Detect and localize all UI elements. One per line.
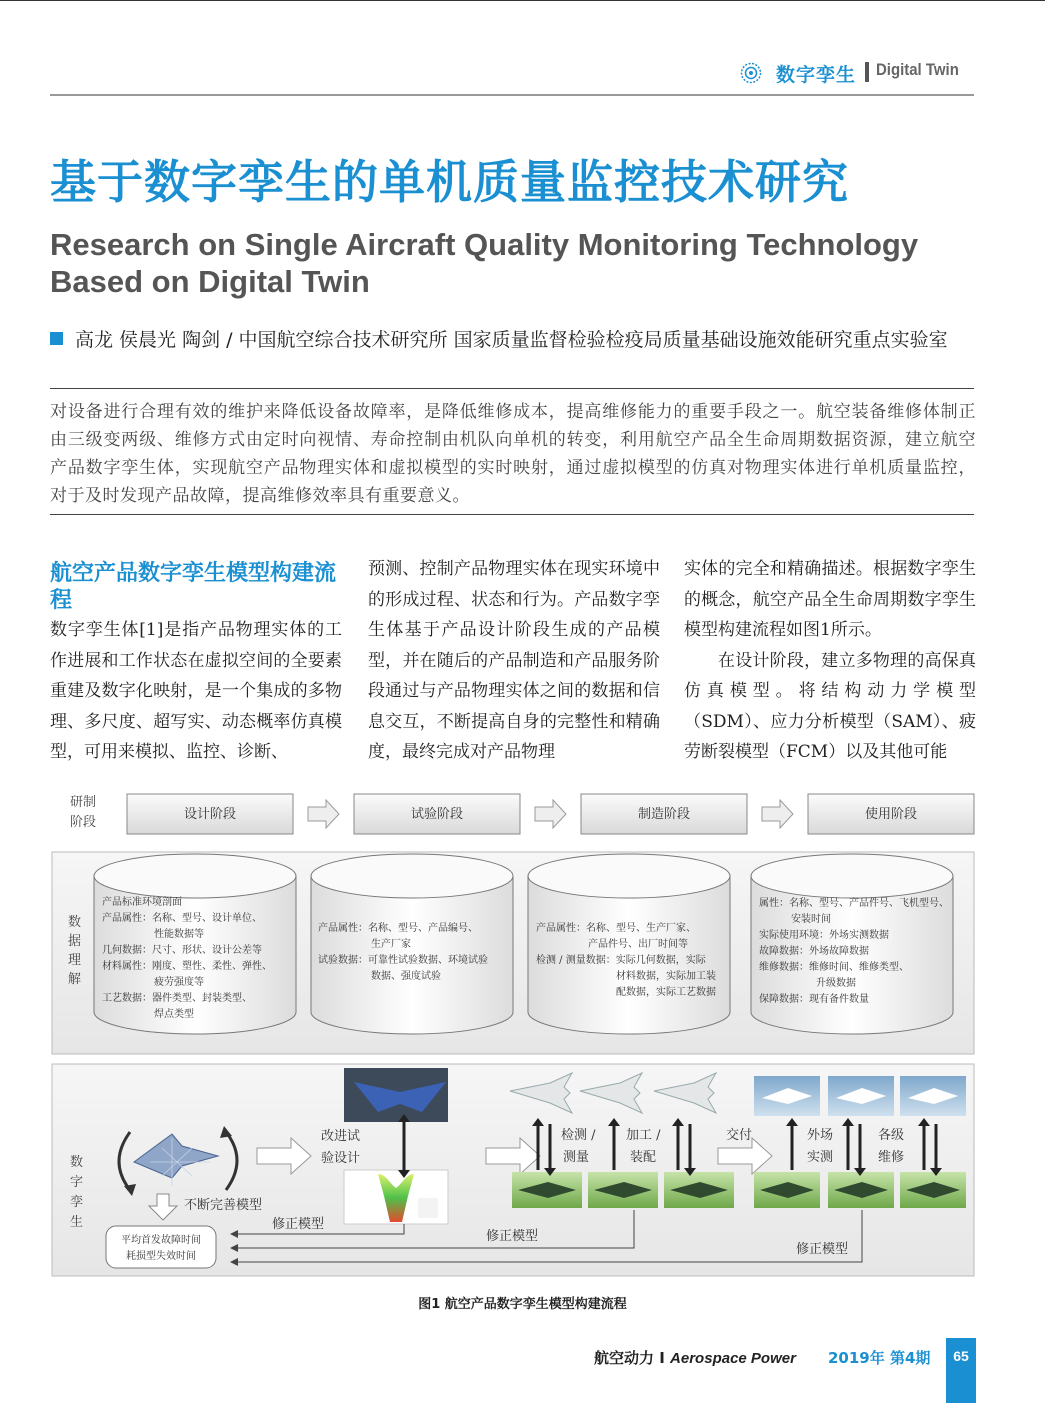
wearout-label: 耗损型失效时间 [126,1251,196,1262]
correct-model-label-2: 修正模型 [486,1229,539,1244]
footer-issue: 2019年 第4期 [828,1349,931,1367]
virtual-aircraft-row-use [754,1172,966,1208]
correct-model-label-1: 修正模型 [272,1217,325,1232]
db-text: 几何数据：尺寸、形状、设计公差等 [102,945,262,956]
db-text: 材料数据，实际加工装 [616,971,716,982]
db-text: 材料属性：刚度、塑性、柔性、弹性、 [102,961,272,972]
body-column-3 [684,554,976,768]
db-text: 试验数据：可靠性试验数据、环境试验 [318,955,488,966]
page-number: 65 [946,1338,976,1403]
row2-label-char2: 据 [68,934,82,949]
figure-caption: 图1 航空产品数字孪生模型构建流程 [418,1297,627,1312]
db-text: 配数据，实际工艺数据 [616,987,716,998]
stage-box-test [354,794,520,834]
db-text: 生产厂家 [371,939,411,950]
db-text: 保障数据：现有备件数量 [759,994,869,1005]
article-title-cn: 基于数字孪生的单机质量监控技术研究 [50,155,849,209]
database-cylinder-test [311,854,513,1034]
row3-label-char1: 数 [70,1155,84,1170]
inspect-label: 测量 [563,1150,590,1165]
body-column-2: 预测、控制产品物理实体在现实环境中的形成过程、状态和行为。产品数字孪生体基于产品设计阶段生成的产品模型，并在随后的产品制造和产品服务阶段通过与产品物理实体之间的数据和信息交互，不断提高自身的完整性和精确度，最终完成对产品物理 [368,559,660,762]
color-legend-icon [418,1198,438,1218]
stage-arrow-icon [535,800,566,828]
stage-label-test: 试验阶段 [410,807,464,822]
row2-label-char4: 解 [68,972,82,987]
db-text: 安装时间 [791,914,831,925]
flight-photo-row [754,1076,966,1116]
header-rule [50,94,974,96]
upgrade-label: 维修 [878,1150,905,1165]
db-text: 实际使用环境：外场实测数据 [759,930,889,941]
field-label: 外场 [807,1128,834,1143]
stage-box-use [808,794,974,834]
article-title-en: Research on Single Aircraft Quality Monitoring Technology Based on Digital Twin [50,227,919,299]
stage-box-manufacture [581,794,747,834]
header-divider [865,62,869,82]
section-heading: 航空产品数字孪生模型构建流程 [50,561,337,613]
db-text: 产品属性：名称、型号、生产厂家、 [536,923,696,934]
abstract-bottom-rule [50,514,974,515]
process-label: 装配 [630,1150,657,1165]
improve-test-label: 验设计 [321,1151,361,1166]
row2-label-char3: 理 [68,953,82,968]
digital-twin-logo-icon [740,62,762,84]
database-cylinder-manufacture [528,854,730,1034]
inspect-label: 检测 / [561,1128,596,1143]
abstract-top-rule [50,388,974,389]
db-text: 产品件号、出厂时间等 [588,939,688,950]
row1-label-line2: 阶段 [70,815,97,830]
process-label: 加工 / [626,1128,661,1143]
virtual-aircraft-row [512,1172,734,1208]
row1-label-line1: 研制 [70,795,97,810]
row3-label-char3: 孪 [70,1195,84,1210]
db-text: 产品属性：名称、型号、产品编号、 [318,923,478,934]
deliver-label: 交付 [726,1128,753,1143]
authors-line [50,325,948,352]
improve-test-label: 改进试 [321,1129,361,1144]
stage-arrow-icon [762,800,793,828]
footer-journal-cn: 航空动力 [594,1349,655,1367]
abstract: 对设备进行合理有效的维护来降低设备故障率，是降低维修成本，提高维修能力的重要手段之一。航空装备维修体制正由三级变两级、维修方式由定时向视情、寿命控制由机队向单机的转变，利用航空产品全生命周期数据资源，建立航空产品数字孪生体，实现航空产品物理实体和虚拟模型的实时映射，通过虚拟模型的仿真对物理实体进行单机质量监控，对于及时发现产品故障，提高维修效率具有重要意义。 [50,402,976,506]
bullet-square-icon [50,332,63,345]
row2-label-char1: 数 [68,915,82,930]
db-text: 维修数据：维修时间、维修类型、 [759,962,909,973]
db-text: 疲劳强度等 [154,977,204,988]
footer-journal-en: Aerospace Power [670,1350,796,1367]
stage-label-design: 设计阶段 [183,807,237,822]
stage-box-design [127,794,293,834]
mtbf-label: 平均首发故障时间 [121,1235,201,1246]
database-cylinder-use [751,854,953,1034]
body-column-3-para-1: 实体的完全和精确描述。根据数字孪生的概念，航空产品全生命周期数字孪生模型构建流程如图1所示。 [684,559,976,640]
stage-label-use: 使用阶段 [864,807,918,822]
database-cylinder-design [94,854,296,1034]
header-section-cn: 数字孪生 [776,64,857,86]
db-text: 焊点类型 [154,1009,194,1020]
db-text: 属性：名称、型号、产品件号、飞机型号、 [759,898,949,909]
continuous-improve-label: 不断完善模型 [184,1198,263,1213]
header-section-en: Digital Twin [876,60,959,79]
footer-journal: 航空动力 I Aerospace Power [594,1349,796,1367]
db-text: 故障数据：外场故障数据 [759,946,869,957]
db-text: 工艺数据：器件类型、封装类型、 [102,993,252,1004]
db-text: 产品标准环境剖面 [102,897,182,908]
body-column-3-para-2: 在设计阶段，建立多物理的高保真仿真模型。将结构动力学模型（SDM）、应力分析模型（SAM）、疲劳断裂模型（FCM）以及其他可能 [684,650,976,762]
upgrade-label: 各级 [878,1128,905,1143]
db-text: 性能数据等 [154,929,204,940]
figure-1-flowchart [50,786,976,1278]
db-text: 数据、强度试验 [371,971,441,982]
row3-label-char2: 字 [70,1175,84,1190]
row3-label-char4: 生 [70,1215,84,1230]
db-text: 产品属性：名称、型号、设计单位、 [102,913,262,924]
db-text: 检测 / 测量数据：实际几何数据，实际 [536,955,706,966]
db-text: 升级数据 [816,978,856,989]
field-label: 实测 [807,1150,834,1165]
stage-arrow-icon [308,800,339,828]
top-rule [0,0,1045,1]
stage-label-manufacture: 制造阶段 [637,807,691,822]
authors-text: 高龙 侯晨光 陶剑 / 中国航空综合技术研究所 国家质量监督检验检疫局质量基础设施效能研究重点实验室 [75,329,948,351]
correct-model-label-3: 修正模型 [796,1242,849,1257]
body-column-1: 数字孪生体[1]是指产品物理实体的工作进展和工作状态在虚拟空间的全要素重建及数字化映射，是一个集成的多物理、多尺度、超写实、动态概率仿真模型，可用来模拟、监控、诊断、 [50,620,342,762]
